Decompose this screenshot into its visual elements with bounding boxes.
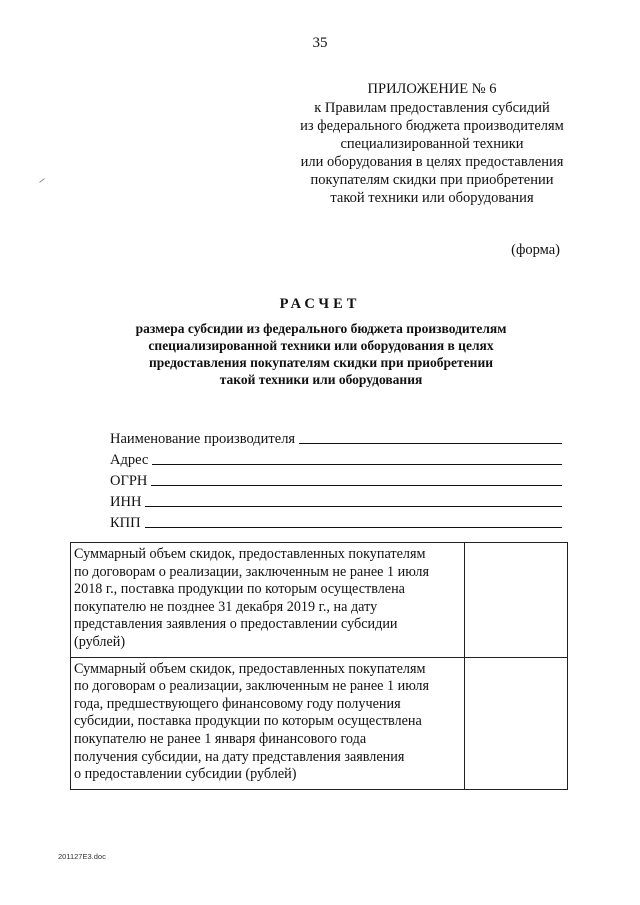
description-line: по договорам о реализации, заключенным не ранее 1 июля (74, 563, 430, 580)
row-value-cell[interactable] (464, 657, 567, 789)
calculation-subtitle (98, 320, 544, 388)
subtitle-line: такой техники или оборудования (219, 372, 423, 387)
row-description (71, 657, 465, 789)
field-blank[interactable] (151, 471, 562, 486)
field-blank[interactable] (145, 513, 562, 528)
subtitle-line: предоставления покупателям скидки при приобретении (148, 355, 494, 370)
row-description (71, 543, 465, 658)
description-line: покупателю не ранее 1 января финансового года (74, 730, 367, 747)
appendix-title: ПРИЛОЖЕНИЕ № 6 (367, 81, 497, 97)
field-label: ОГРН (110, 473, 148, 489)
field-label: КПП (110, 515, 141, 531)
field-label: Наименование производителя (110, 431, 296, 447)
field-label: Адрес (110, 452, 149, 468)
appendix-line: такой техники или оборудования (330, 190, 534, 206)
field-blank[interactable] (145, 492, 562, 507)
appendix-line: покупателям скидки при приобретении (310, 172, 554, 188)
field-inn (110, 490, 562, 511)
form-label: (форма) (511, 242, 560, 258)
description-line: Суммарный объем скидок, предоставленных покупателям (74, 660, 426, 677)
description-line: 2018 г., поставка продукции по которым осуществлена (74, 581, 405, 598)
description-line: представления заявления о предоставлении субсидии (74, 616, 398, 633)
field-kpp (110, 511, 562, 532)
footer-doc-code: 201127E3.doc (58, 852, 106, 861)
description-line: о предоставлении субсидии (рублей) (74, 766, 297, 783)
field-blank[interactable] (299, 429, 562, 444)
description-line: покупателю не позднее 31 декабря 2019 г., на дату (74, 598, 378, 615)
page-number: 35 (312, 35, 328, 51)
appendix-line: к Правилам предоставления субсидий (314, 100, 550, 116)
field-blank[interactable] (152, 450, 562, 465)
appendix-line: из федерального бюджета производителям (300, 118, 564, 134)
description-line: субсидии, поставка продукции по которым осуществлена (74, 713, 422, 730)
subtitle-line: специализированной техники или оборудования в целях (148, 338, 494, 353)
description-line: (рублей) (74, 633, 126, 650)
field-manufacturer-name (110, 427, 562, 448)
scan-mark (39, 178, 45, 183)
row-value-cell[interactable] (464, 543, 567, 658)
discount-summary-table (70, 542, 568, 790)
table-row (71, 543, 568, 658)
appendix-line: специализированной техники (340, 136, 524, 152)
appendix-line: или оборудования в целях предоставления (300, 154, 564, 170)
field-label: ИНН (110, 494, 142, 510)
field-address (110, 448, 562, 469)
manufacturer-fields (110, 427, 562, 532)
subtitle-line: размера субсидии из федерального бюджета производителям (135, 321, 507, 336)
description-line: по договорам о реализации, заключенным не ранее 1 июля (74, 678, 430, 695)
calculation-title: РАСЧЕТ (279, 296, 361, 312)
description-line: Суммарный объем скидок, предоставленных покупателям (74, 546, 426, 562)
table-row (71, 657, 568, 789)
description-line: получения субсидии, на дату представления заявления (74, 748, 405, 765)
appendix-header (286, 80, 578, 207)
description-line: года, предшествующего финансовому году получения (74, 695, 401, 712)
field-ogrn (110, 469, 562, 490)
